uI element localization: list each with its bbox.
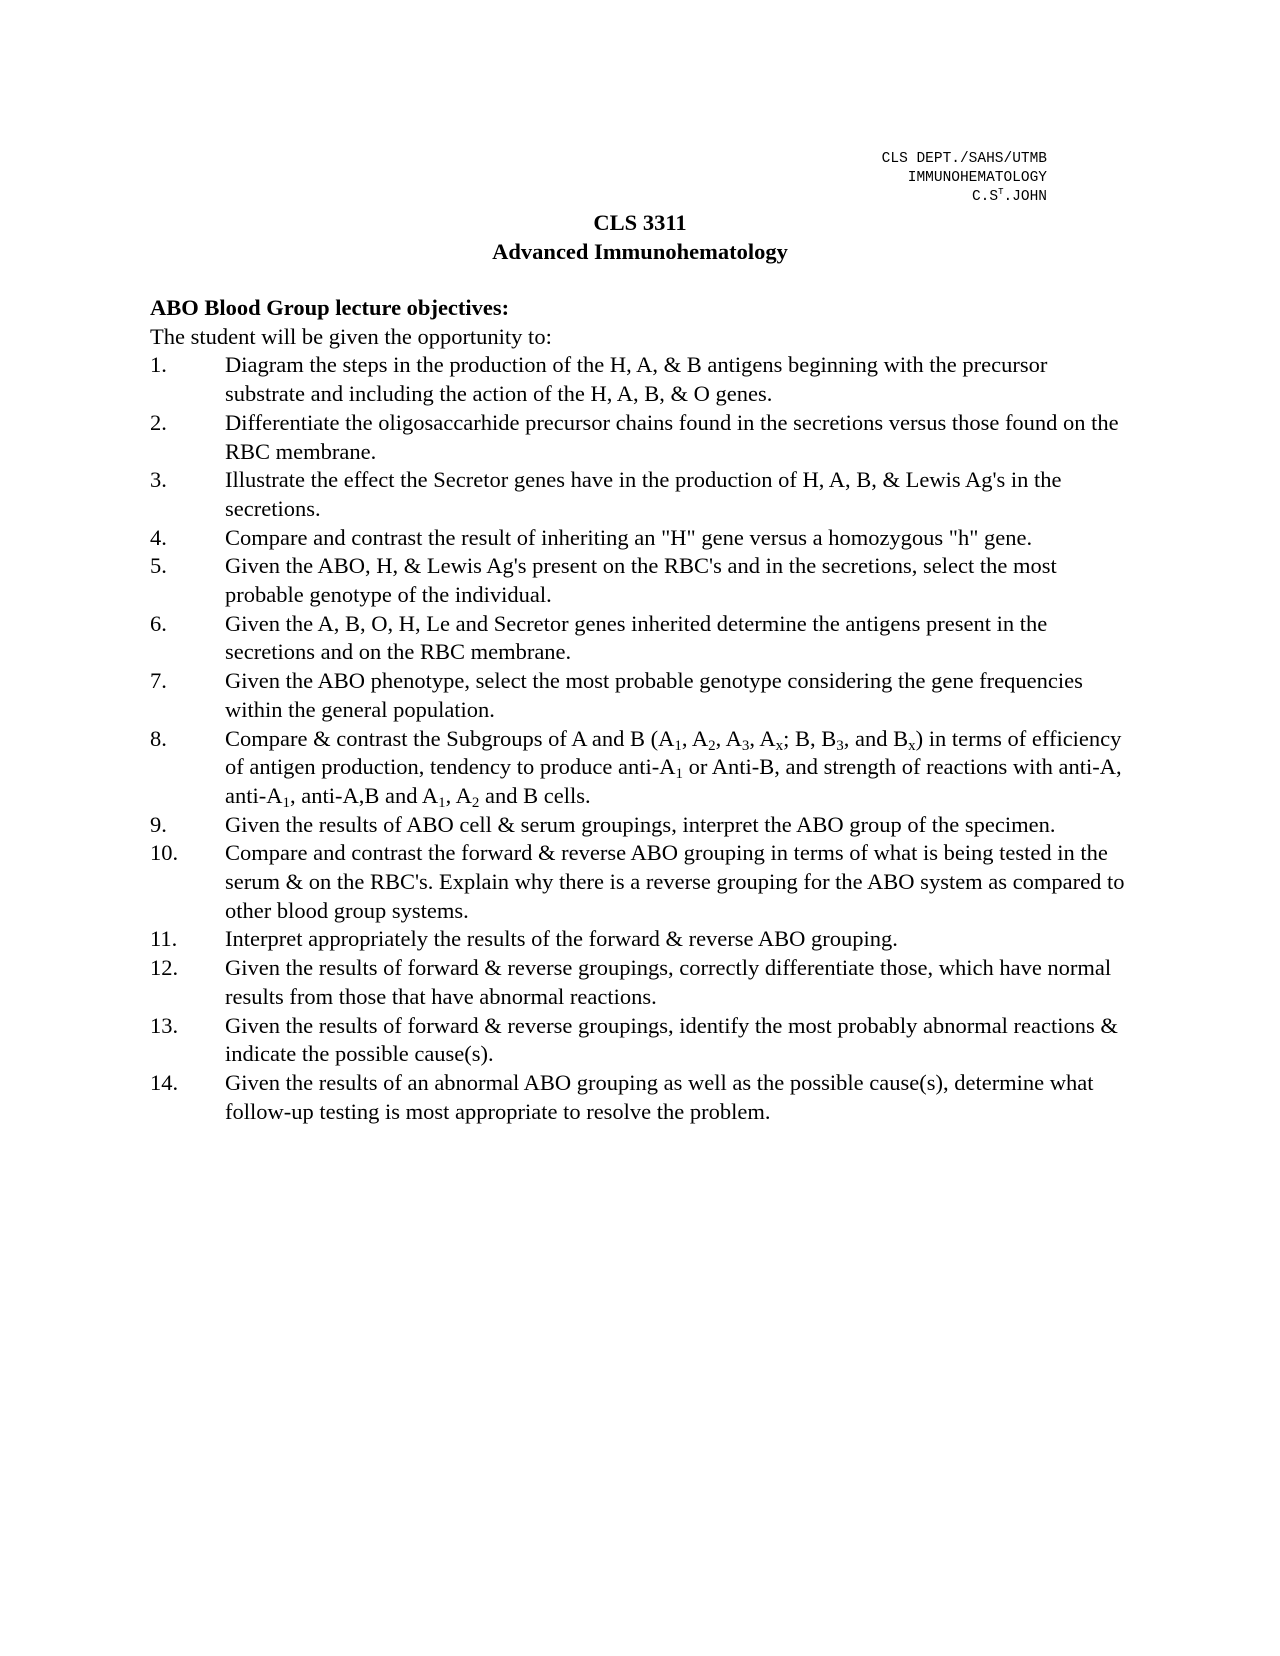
subscript: x [775,737,784,754]
objective-number: 3. [150,467,167,493]
subscript: 3 [741,737,750,754]
section-intro: The student will be given the opportunity to: [150,323,552,349]
objective-text: Diagram the steps in the production of the H, A, & B antigens beginning with the precursor substrate and including the action of the H, A, B, & O genes. [225,352,1048,407]
objective-item [150,466,1130,523]
text-run: , anti-A,B and A [289,782,439,808]
subscript: 3 [836,737,844,754]
subscript: 2 [471,794,480,811]
objective-text: Interpret appropriately the results of the forward & reverse ABO grouping. [225,926,898,952]
objective-text: Compare and contrast the forward & reverse ABO grouping in terms of what is being tested in the serum & on the RBC's. Explain why there is a reverse grouping for the ABO system as compared to other blood group systems. [225,840,1125,923]
objective-number: 9. [150,811,167,837]
objective-text: Given the results of ABO cell & serum groupings, interpret the ABO group of the specimen. [225,811,1056,837]
objective-item [150,925,1130,954]
objective-number: 6. [150,610,167,636]
objective-text: Given the ABO, H, & Lewis Ag's present on the RBC's and in the secretions, select the most probable genotype of the individual. [225,553,1057,608]
author-sup: T [998,187,1004,198]
objective-item [150,351,1130,408]
subscript: 1 [674,737,682,754]
objective-number: 7. [150,668,167,694]
objective-number: 2. [150,409,167,435]
objective-number: 11. [150,926,178,952]
objective-number: 8. [150,725,167,751]
subscript: x [908,737,916,754]
objective-number: 10. [150,840,179,866]
department-header [882,150,1047,207]
objective-item [150,610,1130,667]
subscript: 1 [675,766,683,783]
objective-number: 12. [150,955,179,981]
objective-text: Differentiate the oligosaccarhide precursor chains found in the secretions versus those found on the RBC membrane. [225,409,1119,464]
text-run: or Anti-B, and strength of reactions with anti-A, anti-A [225,754,1122,808]
objective-text: Given the results of forward & reverse groupings, correctly differentiate those, which have normal results from those that have abnormal reactions. [225,955,1112,1009]
text-run: , and B [843,725,909,751]
objective-text: Given the A, B, O, H, Le and Secretor genes inherited determine the antigens present in the secretions and on the RBC membrane. [225,610,1048,665]
header-line-subject: IMMUNOHEMATOLOGY [907,170,1047,186]
objective-number: 4. [150,524,167,550]
text-run: , A [681,725,709,751]
objective-number: 1. [150,352,167,378]
section-heading: ABO Blood Group lecture objectives: [150,295,510,320]
objective-item [150,1012,1130,1069]
objective-text: Compare and contrast the result of inheriting an "H" gene versus a homozygous "h" gene. [225,524,1033,550]
text-run: ; B, B [783,725,837,751]
objective-item [150,811,1130,840]
subscript: 2 [708,737,716,754]
objective-item [150,409,1130,466]
objective-item [150,552,1130,609]
objective-text: Illustrate the effect the Secretor genes have in the production of H, A, B, & Lewis Ag's in the secretions. [225,467,1062,521]
text-run: and B cells. [479,782,591,808]
subscript: 1 [282,794,290,811]
objective-number: 14. [150,1069,179,1095]
objective-text: Given the ABO phenotype, select the most probable genotype considering the gene frequencies within the general population. [225,668,1083,722]
objectives-list [150,351,1130,1126]
objectives-section [150,294,1130,1126]
text-run: Compare & contrast the Subgroups of A and B (A [225,725,675,751]
course-number: CLS 3311 [593,210,687,235]
objective-number: 13. [150,1012,179,1038]
objective-item [150,954,1130,1011]
header-line-dept: CLS DEPT./SAHS/UTMB [881,151,1047,167]
text-run: , A [445,782,472,808]
author-suffix: .JOHN [1003,189,1047,205]
objective-number: 5. [150,553,167,579]
document-title [0,208,1280,266]
subscript: 1 [438,794,446,811]
objective-text [225,725,1122,811]
objective-item [150,839,1130,925]
objective-item [150,1069,1130,1126]
text-run: , A [749,725,776,751]
objective-item [150,667,1130,724]
author-prefix: C.S [971,189,999,205]
text-run: , A [715,725,742,751]
course-name: Advanced Immunohematology [492,239,788,264]
text-run: ) in terms of efficiency of antigen production, tendency to produce anti-A [225,725,1122,780]
objective-item [150,725,1130,811]
objective-item [150,524,1130,553]
header-line-author [882,188,1047,207]
objective-text: Given the results of an abnormal ABO grouping as well as the possible cause(s), determine what follow-up testing is most appropriate to resolve the problem. [225,1069,1094,1124]
objective-text: Given the results of forward & reverse groupings, identify the most probably abnormal reactions & indicate the possible cause(s). [225,1012,1118,1067]
